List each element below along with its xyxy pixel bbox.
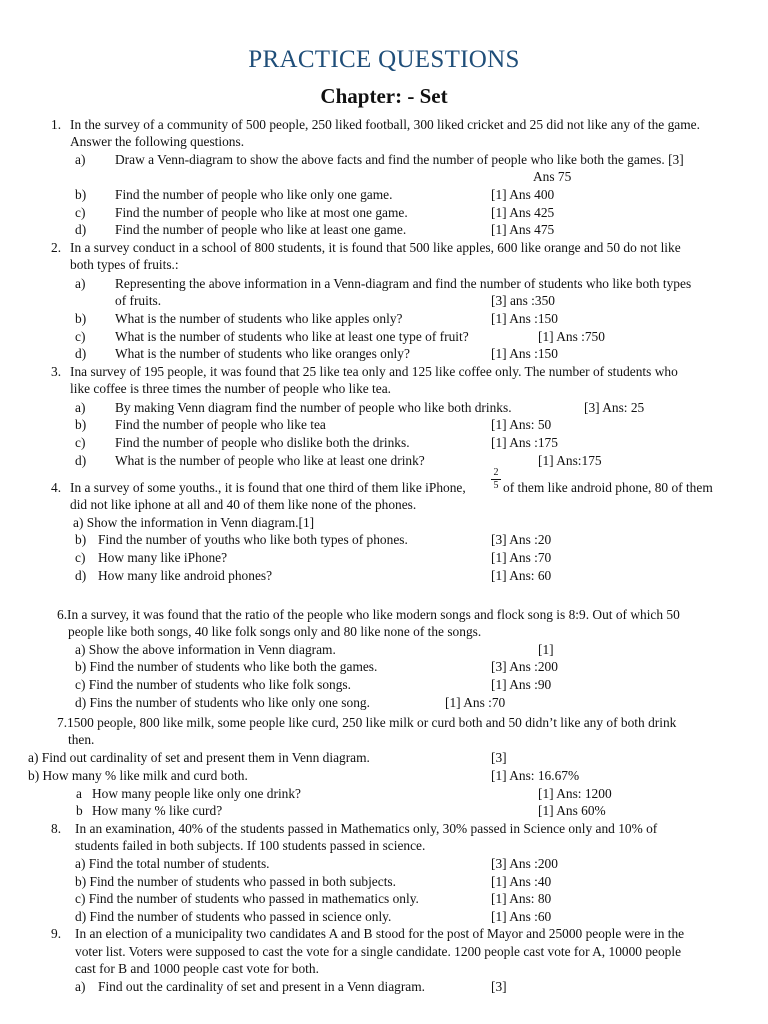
- text-line: c): [75, 435, 86, 450]
- fraction-denominator: 5: [493, 480, 499, 491]
- text-line: c): [75, 329, 86, 344]
- text-line: [1] Ans: 50: [491, 417, 552, 432]
- text-line: [1] Ans 400: [491, 187, 555, 202]
- text-line: 7.1500 people, 800 like milk, some people like curd, 250 like milk or curd both and 50 didn’t like any of both drink: [57, 715, 677, 730]
- text-line: b: [76, 803, 83, 818]
- text-line: c): [75, 550, 86, 565]
- text-line: 1.: [51, 117, 62, 132]
- text-line: [1] Ans: 16.67%: [491, 768, 580, 783]
- text-line: In a survey of some youths., it is found that one third of them like iPhone,: [70, 480, 466, 495]
- text-line: d): [75, 346, 87, 361]
- text-line: [1] Ans 425: [491, 205, 555, 220]
- text-line: [1] Ans :70: [445, 695, 506, 710]
- text-line: of fruits.: [115, 293, 162, 308]
- text-line: [1] Ans :150: [491, 311, 558, 326]
- text-line: Find the number of people who like at least one game.: [115, 222, 407, 237]
- text-line: a) Show the above information in Venn diagram.: [75, 642, 336, 657]
- text-line: voter list. Voters were supposed to cast the vote for a single candidate. 1200 people cast vote for A, 10000 people: [75, 944, 682, 959]
- text-line: [3]: [491, 750, 507, 765]
- text-line: a): [75, 400, 86, 415]
- text-line: [3] Ans :200: [491, 659, 558, 674]
- text-line: Ina survey of 195 people, it was found that 25 like tea only and 125 like coffee only. The number of students who: [70, 364, 678, 379]
- text-line: cast for B and 1000 people cast vote for both.: [75, 961, 319, 976]
- text-line: [1] Ans 60%: [538, 803, 606, 818]
- text-line: then.: [68, 732, 95, 747]
- fraction-two-fifths: [491, 468, 501, 491]
- text-line: [1] Ans: 1200: [538, 786, 612, 801]
- text-line: d): [75, 453, 87, 468]
- text-line: b): [75, 187, 87, 202]
- text-line: of them like android phone, 80 of them: [503, 480, 713, 495]
- text-line: 8.: [51, 821, 62, 836]
- text-line: [1] Ans :90: [491, 677, 552, 692]
- text-line: Answer the following questions.: [70, 134, 245, 149]
- text-line: like coffee is three times the number of people who like tea.: [70, 381, 392, 396]
- text-line: c) Find the number of students who passed in mathematics only.: [75, 891, 419, 906]
- text-line: [1] Ans: 60: [491, 568, 552, 583]
- text-line: In an examination, 40% of the students passed in Mathematics only, 30% passed in Science only and 10% of: [75, 821, 658, 836]
- text-line: [1] Ans: 80: [491, 891, 552, 906]
- text-line: [1] Ans :750: [538, 329, 605, 344]
- text-line: [1] Ans :60: [491, 909, 552, 924]
- text-line: did not like iphone at all and 40 of them like none of the phones.: [70, 497, 417, 512]
- text-line: 9.: [51, 926, 62, 941]
- text-line: How many like android phones?: [98, 568, 273, 583]
- text-line: How many % like curd?: [92, 803, 223, 818]
- fraction-numerator: 2: [493, 467, 499, 478]
- text-line: What is the number of students who like apples only?: [115, 311, 403, 326]
- text-line: b) Find the number of students who like both the games.: [75, 659, 378, 674]
- text-line: d) Find the number of students who passed in science only.: [75, 909, 392, 924]
- text-line: Find the number of youths who like both types of phones.: [98, 532, 408, 547]
- text-line: c) Find the number of students who like folk songs.: [75, 677, 351, 692]
- text-line: c): [75, 205, 86, 220]
- text-line: [3] Ans :20: [491, 532, 552, 547]
- text-line: [3]: [491, 979, 507, 994]
- text-line: Find the number of people who like tea: [115, 417, 326, 432]
- text-line: How many people like only one drink?: [92, 786, 301, 801]
- text-line: [1] Ans :150: [491, 346, 558, 361]
- text-line: In an election of a municipality two candidates A and B stood for the post of Mayor and 25000 people were in the: [75, 926, 685, 941]
- text-line: a: [76, 786, 82, 801]
- text-line: In a survey conduct in a school of 800 students, it is found that 500 like apples, 600 like orange and 50 do not like: [70, 240, 681, 255]
- text-line: [1] Ans :40: [491, 874, 552, 889]
- text-line: How many like iPhone?: [98, 550, 228, 565]
- text-line: By making Venn diagram find the number of people who like both drinks.: [115, 400, 512, 415]
- text-line: students failed in both subjects. If 100 students passed in science.: [75, 838, 426, 853]
- page-title: PRACTICE QUESTIONS: [248, 46, 520, 73]
- text-line: [3] Ans :200: [491, 856, 558, 871]
- text-line: d): [75, 568, 87, 583]
- text-line: 3.: [51, 364, 62, 379]
- text-line: [1] Ans:175: [538, 453, 602, 468]
- text-line: a): [75, 276, 86, 291]
- text-line: [1] Ans :175: [491, 435, 558, 450]
- text-line: What is the number of students who like at least one type of fruit?: [115, 329, 469, 344]
- text-line: [1] Ans :70: [491, 550, 552, 565]
- text-line: a) Find the total number of students.: [75, 856, 270, 871]
- text-line: Representing the above information in a Venn-diagram and find the number of students who like both types: [115, 276, 692, 291]
- text-line: In the survey of a community of 500 people, 250 liked football, 300 liked cricket and 25 did not like any of the game.: [70, 117, 700, 132]
- text-line: 4.: [51, 480, 62, 495]
- text-line: b): [75, 311, 87, 326]
- text-line: people like both songs, 40 like folk songs only and 80 like none of the songs.: [68, 624, 482, 639]
- text-line: What is the number of people who like at least one drink?: [115, 453, 425, 468]
- text-line: a) Show the information in Venn diagram.[1]: [73, 515, 315, 530]
- text-line: Ans 75: [533, 169, 572, 184]
- text-line: Find the number of people who dislike both the drinks.: [115, 435, 410, 450]
- text-line: Find out the cardinality of set and present in a Venn diagram.: [98, 979, 425, 994]
- text-line: 6.In a survey, it was found that the ratio of the people who like modern songs and flock song is 8:9. Out of which 50: [57, 607, 680, 622]
- text-line: d): [75, 222, 87, 237]
- text-line: What is the number of students who like oranges only?: [115, 346, 410, 361]
- text-line: Find the number of people who like only one game.: [115, 187, 393, 202]
- text-line: b): [75, 532, 87, 547]
- chapter-heading: Chapter: - Set: [320, 84, 448, 108]
- text-line: a): [75, 979, 86, 994]
- text-line: [3] ans :350: [491, 293, 555, 308]
- text-line: a) Find out cardinality of set and present them in Venn diagram.: [28, 750, 370, 765]
- text-line: [1] Ans 475: [491, 222, 555, 237]
- text-line: d) Fins the number of students who like only one song.: [75, 695, 370, 710]
- text-line: Find the number of people who like at most one game.: [115, 205, 408, 220]
- text-line: b): [75, 417, 87, 432]
- text-line: a): [75, 152, 86, 167]
- text-line: b) Find the number of students who passed in both subjects.: [75, 874, 396, 889]
- text-line: both types of fruits.:: [70, 257, 179, 272]
- text-line: b) How many % like milk and curd both.: [28, 768, 248, 783]
- text-line: Draw a Venn-diagram to show the above facts and find the number of people who like both the games. [3]: [115, 152, 684, 167]
- text-line: [1]: [538, 642, 554, 657]
- text-line: 2.: [51, 240, 62, 255]
- text-line: [3] Ans: 25: [584, 400, 645, 415]
